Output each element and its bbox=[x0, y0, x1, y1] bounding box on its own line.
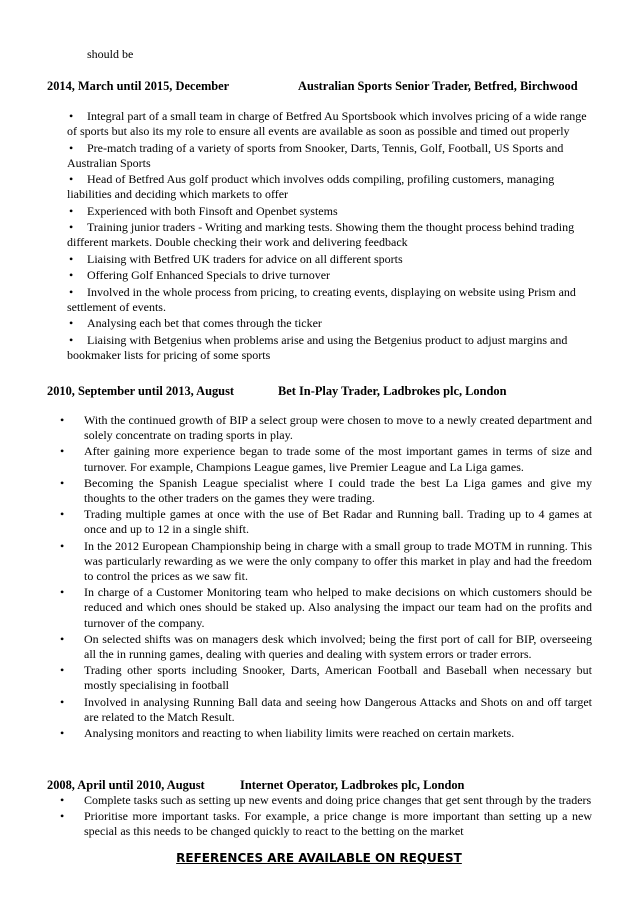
bullet-icon: • bbox=[60, 809, 65, 824]
job-bullet-list bbox=[60, 793, 592, 841]
references-footer: REFERENCES ARE AVAILABLE ON REQUEST bbox=[176, 851, 462, 865]
list-item bbox=[67, 252, 590, 267]
bullet-icon: • bbox=[69, 332, 74, 347]
list-item bbox=[67, 333, 590, 363]
list-item bbox=[60, 539, 592, 585]
bullet-icon: • bbox=[69, 203, 74, 218]
bullet-text: Involved in analysing Running Ball data and seeing how Dangerous Attacks and Shots on and off target are related to the Match Result. bbox=[84, 694, 592, 724]
job-date: 2010, September until 2013, August bbox=[47, 384, 235, 398]
bullet-text: Becoming the Spanish League specialist where I could trade the best La Liga games and give my thoughts to the other traders on the games they were trading. bbox=[84, 475, 592, 506]
bullet-text: Analysing monitors and reacting to when liability limits were reached on certain markets. bbox=[84, 726, 515, 741]
bullet-text: Liaising with Betgenius when problems arise and using the Betgenius product to adjust margins and bookmaker lists for pricing of some sports bbox=[67, 332, 568, 362]
bullet-text: Trading other sports including Snooker, Darts, American Football and Baseball when necessary but mostly specialising in football bbox=[84, 663, 592, 693]
bullet-text: Training junior traders - Writing and marking tests. Showing them the thought process behind trading different markets. Double checking their work and delivering feedback bbox=[67, 220, 575, 250]
bullet-text: Complete tasks such as setting up new events and doing price changes that get sent through by the traders bbox=[84, 793, 592, 807]
job-bullet-list bbox=[67, 109, 590, 364]
bullet-icon: • bbox=[60, 413, 65, 427]
bullet-icon: • bbox=[60, 585, 65, 600]
bullet-icon: • bbox=[69, 268, 74, 283]
bullet-icon: • bbox=[60, 475, 65, 490]
list-item bbox=[67, 268, 590, 283]
bullet-text: Offering Golf Enhanced Specials to drive turnover bbox=[87, 268, 331, 283]
bullet-icon: • bbox=[60, 538, 65, 553]
bullet-icon: • bbox=[69, 316, 74, 331]
bullet-text: Involved in the whole process from pricing, to creating events, displaying on website using Prism and settlement of events. bbox=[67, 284, 576, 314]
bullet-text: Pre-match trading of a variety of sports from Snooker, Darts, Tennis, Golf, Football, US Sports and Australian Sports bbox=[67, 140, 564, 170]
list-item bbox=[60, 444, 592, 474]
bullet-text: Liaising with Betfred UK traders for advice on all different sports bbox=[87, 251, 403, 266]
bullet-text: In the 2012 European Championship being in charge with a small group to trade MOTM in running. This was particularly rewarding as we were the only company to offer this market in play and had the freedom to control the prices as we saw fit. bbox=[84, 538, 592, 584]
list-item bbox=[67, 141, 590, 171]
list-item bbox=[67, 285, 590, 315]
list-item bbox=[60, 726, 592, 741]
bullet-icon: • bbox=[69, 251, 74, 266]
job-date: 2008, April until 2010, August bbox=[47, 778, 205, 792]
bullet-icon: • bbox=[69, 140, 74, 155]
bullet-text: Analysing each bet that comes through the ticker bbox=[87, 316, 322, 331]
bullet-icon: • bbox=[69, 220, 74, 235]
bullet-icon: • bbox=[69, 172, 74, 187]
list-item bbox=[60, 632, 592, 662]
bullet-text: In charge of a Customer Monitoring team who helped to make decisions on which customers should be reduced and which ones should be staked up. Also analysing the impact our team had on the profits and turnover of the company. bbox=[84, 585, 592, 630]
list-item bbox=[60, 585, 592, 631]
bullet-text: Integral part of a small team in charge of Betfred Au Sportsbook which involves pricing of a wide range of sports but also its my role to ensure all events are available as soon as possible and timed out properly bbox=[67, 109, 587, 139]
list-item bbox=[60, 413, 592, 443]
list-item bbox=[60, 476, 592, 506]
list-item bbox=[67, 204, 590, 219]
bullet-text: Trading multiple games at once with the use of Bet Radar and Running ball. Trading up to 4 games at once and up to 12 in a single shift. bbox=[84, 507, 592, 537]
list-item bbox=[60, 695, 592, 725]
list-item bbox=[67, 172, 590, 202]
list-item bbox=[67, 109, 590, 139]
bullet-text: With the continued growth of BIP a select group were chosen to move to a newly created department and solely concentrate on trading sports in play. bbox=[84, 413, 592, 443]
bullet-text: Prioritise more important tasks. For example, a price change is more important than setting up a new special as this needs to be changed quickly to react to the betting on the market bbox=[84, 809, 592, 839]
bullet-icon: • bbox=[69, 284, 74, 299]
job-bullet-list bbox=[60, 413, 592, 742]
list-item bbox=[60, 663, 592, 693]
job-title: Bet In-Play Trader, Ladbrokes plc, London bbox=[278, 384, 507, 398]
list-item bbox=[60, 809, 592, 839]
bullet-icon: • bbox=[60, 694, 65, 709]
bullet-icon: • bbox=[60, 507, 65, 522]
job-title: Australian Sports Senior Trader, Betfred, Birchwood bbox=[298, 79, 578, 93]
bullet-text: Experienced with both Finsoft and Openbet systems bbox=[87, 203, 338, 218]
bullet-icon: • bbox=[60, 444, 65, 459]
bullet-icon: • bbox=[60, 631, 65, 646]
list-item bbox=[67, 316, 590, 331]
bullet-icon: • bbox=[60, 663, 65, 678]
bullet-text: On selected shifts was on managers desk which involved; being the first port of call for BIP, overseeing all the in running games, dealing with queries and dealing with system errors or trader errors. bbox=[84, 631, 592, 662]
bullet-text: After gaining more experience began to trade some of the most important games in terms of size and turnover. For example, Champions League games, live Premier League and La Liga games. bbox=[84, 444, 592, 474]
job-date: 2014, March until 2015, December bbox=[47, 79, 230, 93]
list-item bbox=[67, 220, 590, 250]
bullet-icon: • bbox=[69, 109, 74, 123]
bullet-text: Head of Betfred Aus golf product which involves odds compiling, profiling customers, managing liabilities and deciding which markets to offer bbox=[67, 172, 555, 202]
list-item bbox=[60, 793, 592, 808]
list-item bbox=[60, 507, 592, 537]
bullet-icon: • bbox=[60, 793, 65, 807]
bullet-icon: • bbox=[60, 726, 65, 741]
job-title: Internet Operator, Ladbrokes plc, London bbox=[240, 778, 465, 792]
continuation-text: should be bbox=[87, 47, 134, 61]
